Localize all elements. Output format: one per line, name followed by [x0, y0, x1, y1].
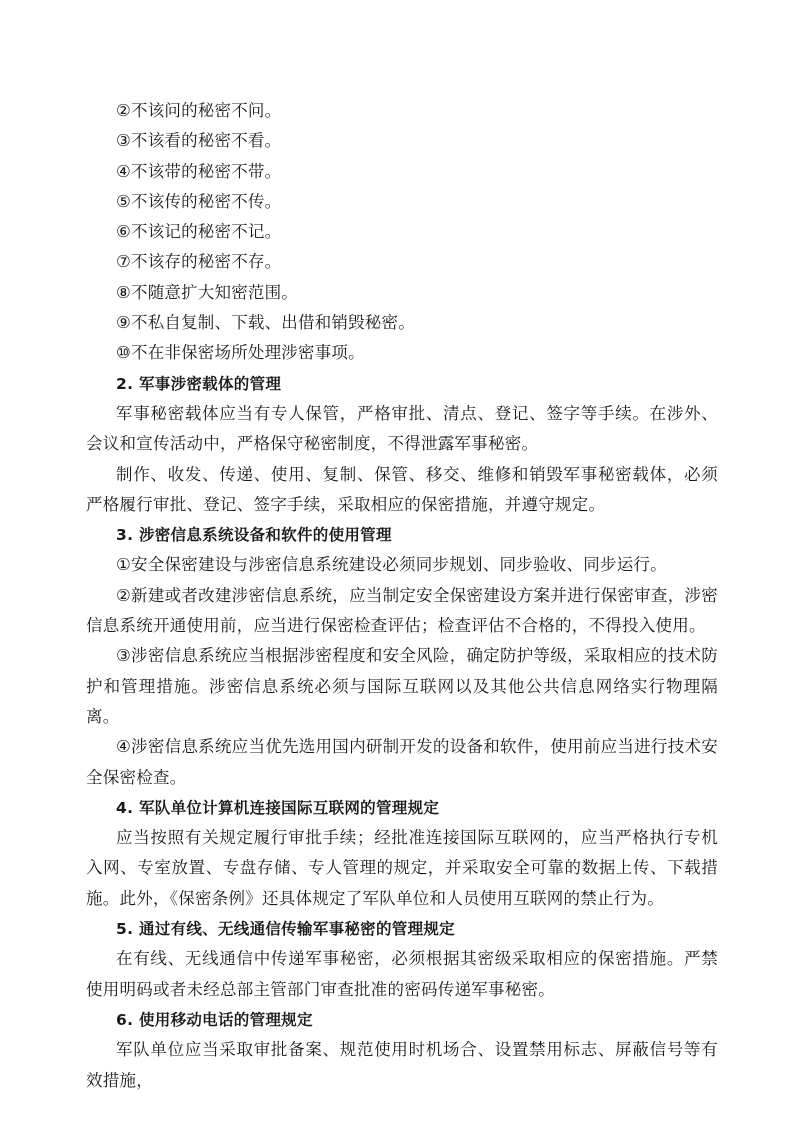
section-heading-5: 5. 通过有线、无线通信传输军事秘密的管理规定	[116, 920, 455, 939]
paragraph: ③涉密信息系统应当根据涉密程度和安全风险，确定防护等级，采取相应的技术防护和管理措施。涉密信息系统必须与国际互联网以及其他公共信息网络实行物理隔离。	[86, 646, 718, 726]
list-item: ⑤不该传的秘密不传。	[116, 191, 282, 211]
list-item: ⑥不该记的秘密不记。	[116, 222, 282, 242]
paragraph: ④涉密信息系统应当优先选用国内研制开发的设备和软件，使用前应当进行技术安全保密检查。	[86, 737, 718, 787]
paragraph: ①安全保密建设与涉密信息系统建设必须同步规划、同步验收、同步运行。	[116, 555, 668, 575]
paragraph: 制作、收发、传递、使用、复制、保管、移交、维修和销毁军事秘密载体，必须严格履行审批、登记、签字手续，采取相应的保密措施，并遵守规定。	[86, 464, 718, 514]
section-heading-3: 3. 涉密信息系统设备和软件的使用管理	[116, 526, 392, 545]
document-body	[86, 96, 718, 1096]
section-heading-6: 6. 使用移动电话的管理规定	[116, 1010, 313, 1029]
paragraph: ②新建或者改建涉密信息系统，应当制定安全保密建设方案并进行保密审查，涉密信息系统开通使用前，应当进行保密检查评估；检查评估不合格的，不得投入使用。	[86, 585, 718, 636]
paragraph: 军队单位应当采取审批备案、规范使用时机场合、设置禁用标志、屏蔽信号等有效措施，	[86, 1040, 718, 1090]
paragraph: 在有线、无线通信中传递军事秘密，必须根据其密级采取相应的保密措施。严禁使用明码或者未经总部主管部门审查批准的密码传递军事秘密。	[86, 949, 718, 999]
list-item: ②不该问的秘密不问。	[116, 101, 282, 120]
list-item: ③不该看的秘密不看。	[116, 131, 282, 151]
list-item: ⑩不在非保密场所处理涉密事项。	[116, 343, 365, 363]
list-item: ⑦不该存的秘密不存。	[116, 252, 282, 272]
section-heading-2: 2. 军事涉密载体的管理	[116, 374, 282, 393]
section-heading-4: 4. 军队单位计算机连接国际互联网的管理规定	[116, 798, 440, 817]
paragraph: 应当按照有关规定履行审批手续；经批准连接国际互联网的，应当严格执行专机入网、专室放置、专盘存储、专人管理的规定，并采取安全可靠的数据上传、下载措施。此外，《保密条例》还具体规定了军队单位和人员使用互联网的禁止行为。	[86, 828, 718, 908]
list-item: ④不该带的秘密不带。	[116, 161, 282, 181]
paragraph: 军事秘密载体应当有专人保管，严格审批、清点、登记、签字等手续。在涉外、会议和宣传活动中，严格保守秘密制度，不得泄露军事秘密。	[86, 403, 718, 454]
list-item: ⑨不私自复制、下载、出借和销毁秘密。	[116, 313, 415, 333]
list-item: ⑧不随意扩大知密范围。	[116, 282, 298, 302]
